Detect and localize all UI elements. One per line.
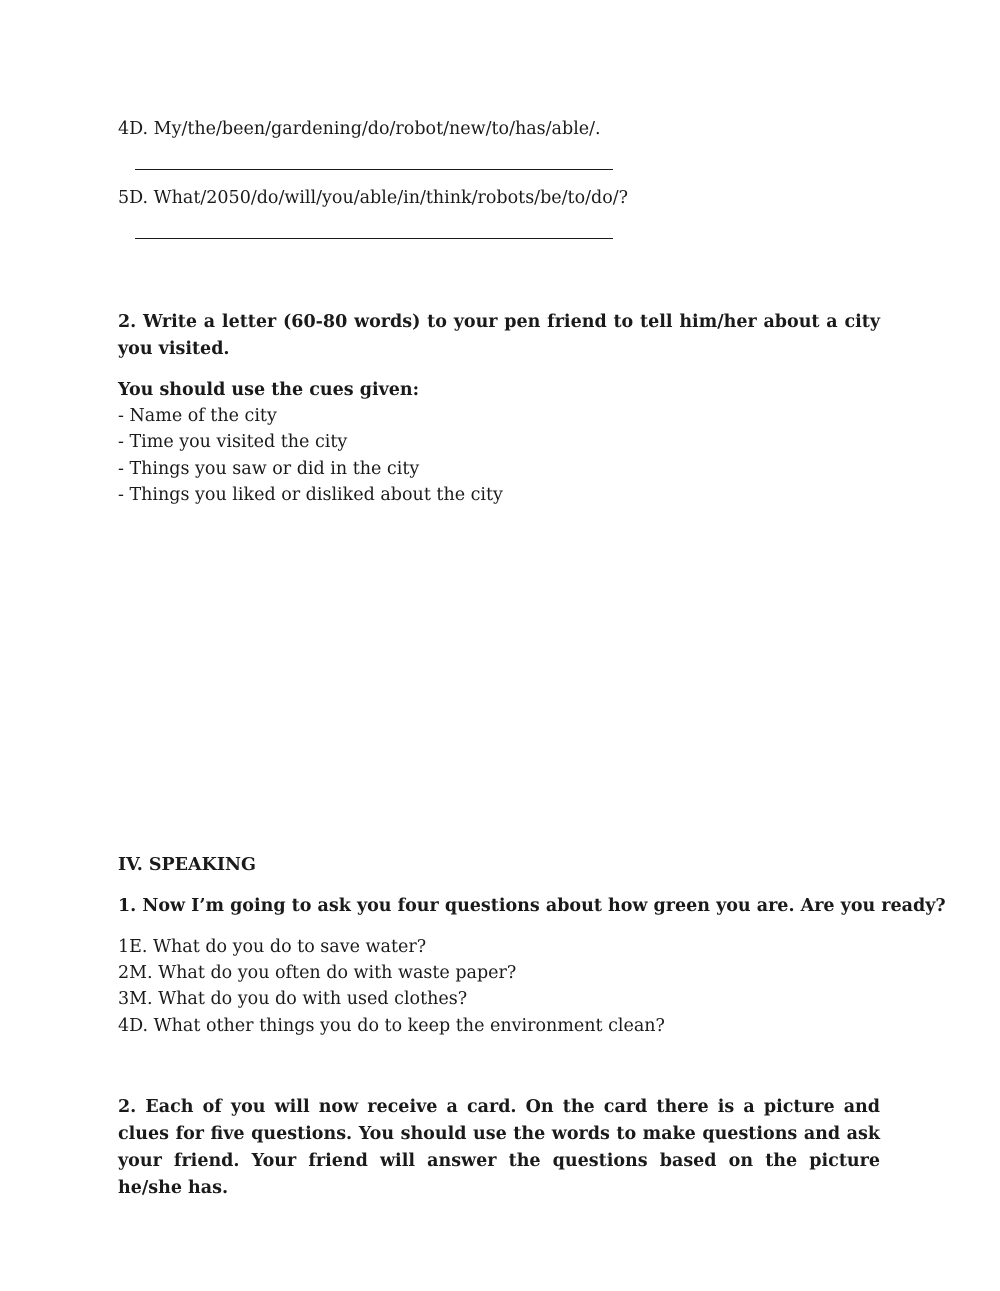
question-5d: 5D. What/2050/do/will/you/able/in/think/robots/be/to/do/? (118, 188, 629, 208)
answer-line-5d (135, 238, 613, 239)
question-4d: 4D. My/the/been/gardening/do/robot/new/to/has/able/. (118, 119, 601, 139)
writing-task-heading: 2. Write a letter (60-80 words) to your pen friend to tell him/her about a city you visited. (118, 312, 880, 359)
speaking-question: 2M. What do you often do with waste paper? (118, 963, 517, 983)
speaking-task-1: 1. Now I’m going to ask you four questions about how green you are. Are you ready? (118, 896, 946, 916)
speaking-question: 3M. What do you do with used clothes? (118, 989, 468, 1009)
speaking-question: 1E. What do you do to save water? (118, 937, 427, 957)
cue-item: - Name of the city (118, 406, 277, 426)
cues-heading: You should use the cues given: (118, 380, 420, 400)
cue-item: - Things you saw or did in the city (118, 459, 420, 479)
cue-item: - Time you visited the city (118, 432, 348, 452)
speaking-task-2: 2. Each of you will now receive a card. On the card there is a picture and clues for five questions. You should use the words to make questions and ask your friend. Your friend will answer the questions based on the picture he/she has. (118, 1097, 880, 1198)
answer-line-4d (135, 169, 613, 170)
cue-item: - Things you liked or disliked about the city (118, 485, 503, 505)
speaking-question: 4D. What other things you do to keep the environment clean? (118, 1016, 665, 1036)
speaking-section-heading: IV. SPEAKING (118, 855, 256, 875)
